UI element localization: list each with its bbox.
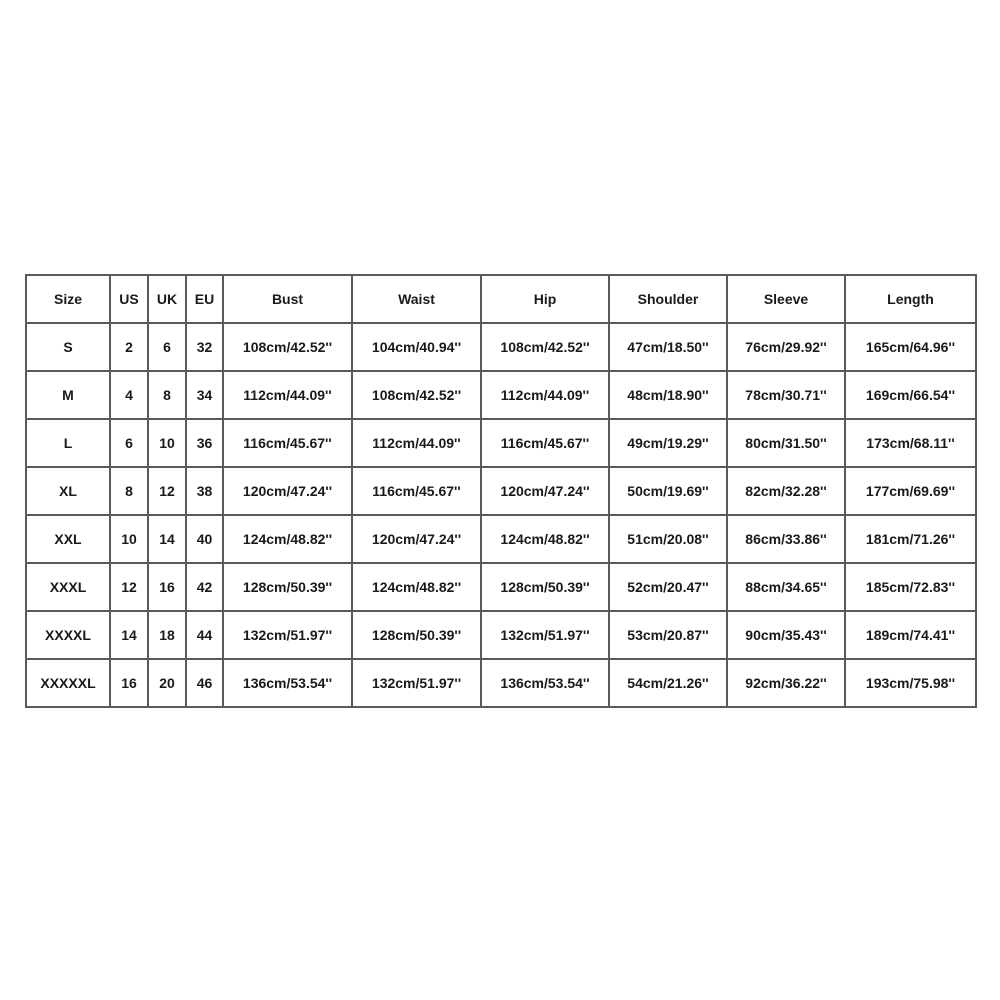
cell-us: 16 xyxy=(110,659,148,707)
cell-size: XXXXXL xyxy=(26,659,110,707)
cell-size: S xyxy=(26,323,110,371)
cell-sleeve: 88cm/34.65'' xyxy=(727,563,845,611)
cell-bust: 128cm/50.39'' xyxy=(223,563,352,611)
header-waist: Waist xyxy=(352,275,481,323)
cell-eu: 32 xyxy=(186,323,223,371)
cell-bust: 132cm/51.97'' xyxy=(223,611,352,659)
cell-waist: 104cm/40.94'' xyxy=(352,323,481,371)
cell-hip: 132cm/51.97'' xyxy=(481,611,609,659)
size-chart-table xyxy=(25,274,977,708)
table-row xyxy=(26,611,976,659)
cell-size: L xyxy=(26,419,110,467)
cell-hip: 112cm/44.09'' xyxy=(481,371,609,419)
cell-size: XXL xyxy=(26,515,110,563)
cell-us: 2 xyxy=(110,323,148,371)
cell-bust: 112cm/44.09'' xyxy=(223,371,352,419)
header-uk: UK xyxy=(148,275,186,323)
cell-sleeve: 86cm/33.86'' xyxy=(727,515,845,563)
cell-sleeve: 82cm/32.28'' xyxy=(727,467,845,515)
cell-sleeve: 90cm/35.43'' xyxy=(727,611,845,659)
cell-waist: 128cm/50.39'' xyxy=(352,611,481,659)
cell-hip: 108cm/42.52'' xyxy=(481,323,609,371)
header-bust: Bust xyxy=(223,275,352,323)
header-eu: EU xyxy=(186,275,223,323)
cell-waist: 120cm/47.24'' xyxy=(352,515,481,563)
cell-uk: 8 xyxy=(148,371,186,419)
table-body xyxy=(26,323,976,707)
cell-eu: 40 xyxy=(186,515,223,563)
cell-bust: 116cm/45.67'' xyxy=(223,419,352,467)
cell-length: 165cm/64.96'' xyxy=(845,323,976,371)
cell-uk: 14 xyxy=(148,515,186,563)
header-length: Length xyxy=(845,275,976,323)
cell-eu: 46 xyxy=(186,659,223,707)
cell-shoulder: 47cm/18.50'' xyxy=(609,323,727,371)
cell-us: 6 xyxy=(110,419,148,467)
cell-hip: 128cm/50.39'' xyxy=(481,563,609,611)
cell-hip: 116cm/45.67'' xyxy=(481,419,609,467)
cell-waist: 112cm/44.09'' xyxy=(352,419,481,467)
cell-shoulder: 51cm/20.08'' xyxy=(609,515,727,563)
header-sleeve: Sleeve xyxy=(727,275,845,323)
cell-uk: 12 xyxy=(148,467,186,515)
cell-shoulder: 52cm/20.47'' xyxy=(609,563,727,611)
cell-hip: 124cm/48.82'' xyxy=(481,515,609,563)
cell-us: 14 xyxy=(110,611,148,659)
cell-sleeve: 80cm/31.50'' xyxy=(727,419,845,467)
table-row xyxy=(26,659,976,707)
cell-length: 177cm/69.69'' xyxy=(845,467,976,515)
cell-sleeve: 92cm/36.22'' xyxy=(727,659,845,707)
cell-length: 185cm/72.83'' xyxy=(845,563,976,611)
cell-uk: 16 xyxy=(148,563,186,611)
table-row xyxy=(26,563,976,611)
cell-size: XXXXL xyxy=(26,611,110,659)
header-size: Size xyxy=(26,275,110,323)
cell-eu: 38 xyxy=(186,467,223,515)
header-us: US xyxy=(110,275,148,323)
cell-shoulder: 48cm/18.90'' xyxy=(609,371,727,419)
cell-shoulder: 54cm/21.26'' xyxy=(609,659,727,707)
cell-waist: 124cm/48.82'' xyxy=(352,563,481,611)
table-row xyxy=(26,419,976,467)
table-row xyxy=(26,371,976,419)
cell-size: XL xyxy=(26,467,110,515)
table-row xyxy=(26,323,976,371)
cell-us: 8 xyxy=(110,467,148,515)
cell-uk: 20 xyxy=(148,659,186,707)
cell-eu: 42 xyxy=(186,563,223,611)
cell-eu: 44 xyxy=(186,611,223,659)
table-row xyxy=(26,515,976,563)
cell-uk: 18 xyxy=(148,611,186,659)
cell-shoulder: 50cm/19.69'' xyxy=(609,467,727,515)
cell-hip: 136cm/53.54'' xyxy=(481,659,609,707)
cell-uk: 6 xyxy=(148,323,186,371)
cell-waist: 116cm/45.67'' xyxy=(352,467,481,515)
cell-bust: 120cm/47.24'' xyxy=(223,467,352,515)
cell-waist: 108cm/42.52'' xyxy=(352,371,481,419)
cell-bust: 136cm/53.54'' xyxy=(223,659,352,707)
cell-bust: 124cm/48.82'' xyxy=(223,515,352,563)
header-shoulder: Shoulder xyxy=(609,275,727,323)
header-hip: Hip xyxy=(481,275,609,323)
cell-length: 169cm/66.54'' xyxy=(845,371,976,419)
cell-hip: 120cm/47.24'' xyxy=(481,467,609,515)
cell-us: 10 xyxy=(110,515,148,563)
cell-eu: 34 xyxy=(186,371,223,419)
cell-size: XXXL xyxy=(26,563,110,611)
cell-uk: 10 xyxy=(148,419,186,467)
cell-bust: 108cm/42.52'' xyxy=(223,323,352,371)
cell-us: 4 xyxy=(110,371,148,419)
cell-length: 193cm/75.98'' xyxy=(845,659,976,707)
cell-sleeve: 78cm/30.71'' xyxy=(727,371,845,419)
cell-length: 173cm/68.11'' xyxy=(845,419,976,467)
table-row xyxy=(26,467,976,515)
cell-shoulder: 49cm/19.29'' xyxy=(609,419,727,467)
header-row xyxy=(26,275,976,323)
cell-us: 12 xyxy=(110,563,148,611)
cell-eu: 36 xyxy=(186,419,223,467)
cell-shoulder: 53cm/20.87'' xyxy=(609,611,727,659)
cell-length: 181cm/71.26'' xyxy=(845,515,976,563)
cell-length: 189cm/74.41'' xyxy=(845,611,976,659)
cell-waist: 132cm/51.97'' xyxy=(352,659,481,707)
cell-size: M xyxy=(26,371,110,419)
cell-sleeve: 76cm/29.92'' xyxy=(727,323,845,371)
